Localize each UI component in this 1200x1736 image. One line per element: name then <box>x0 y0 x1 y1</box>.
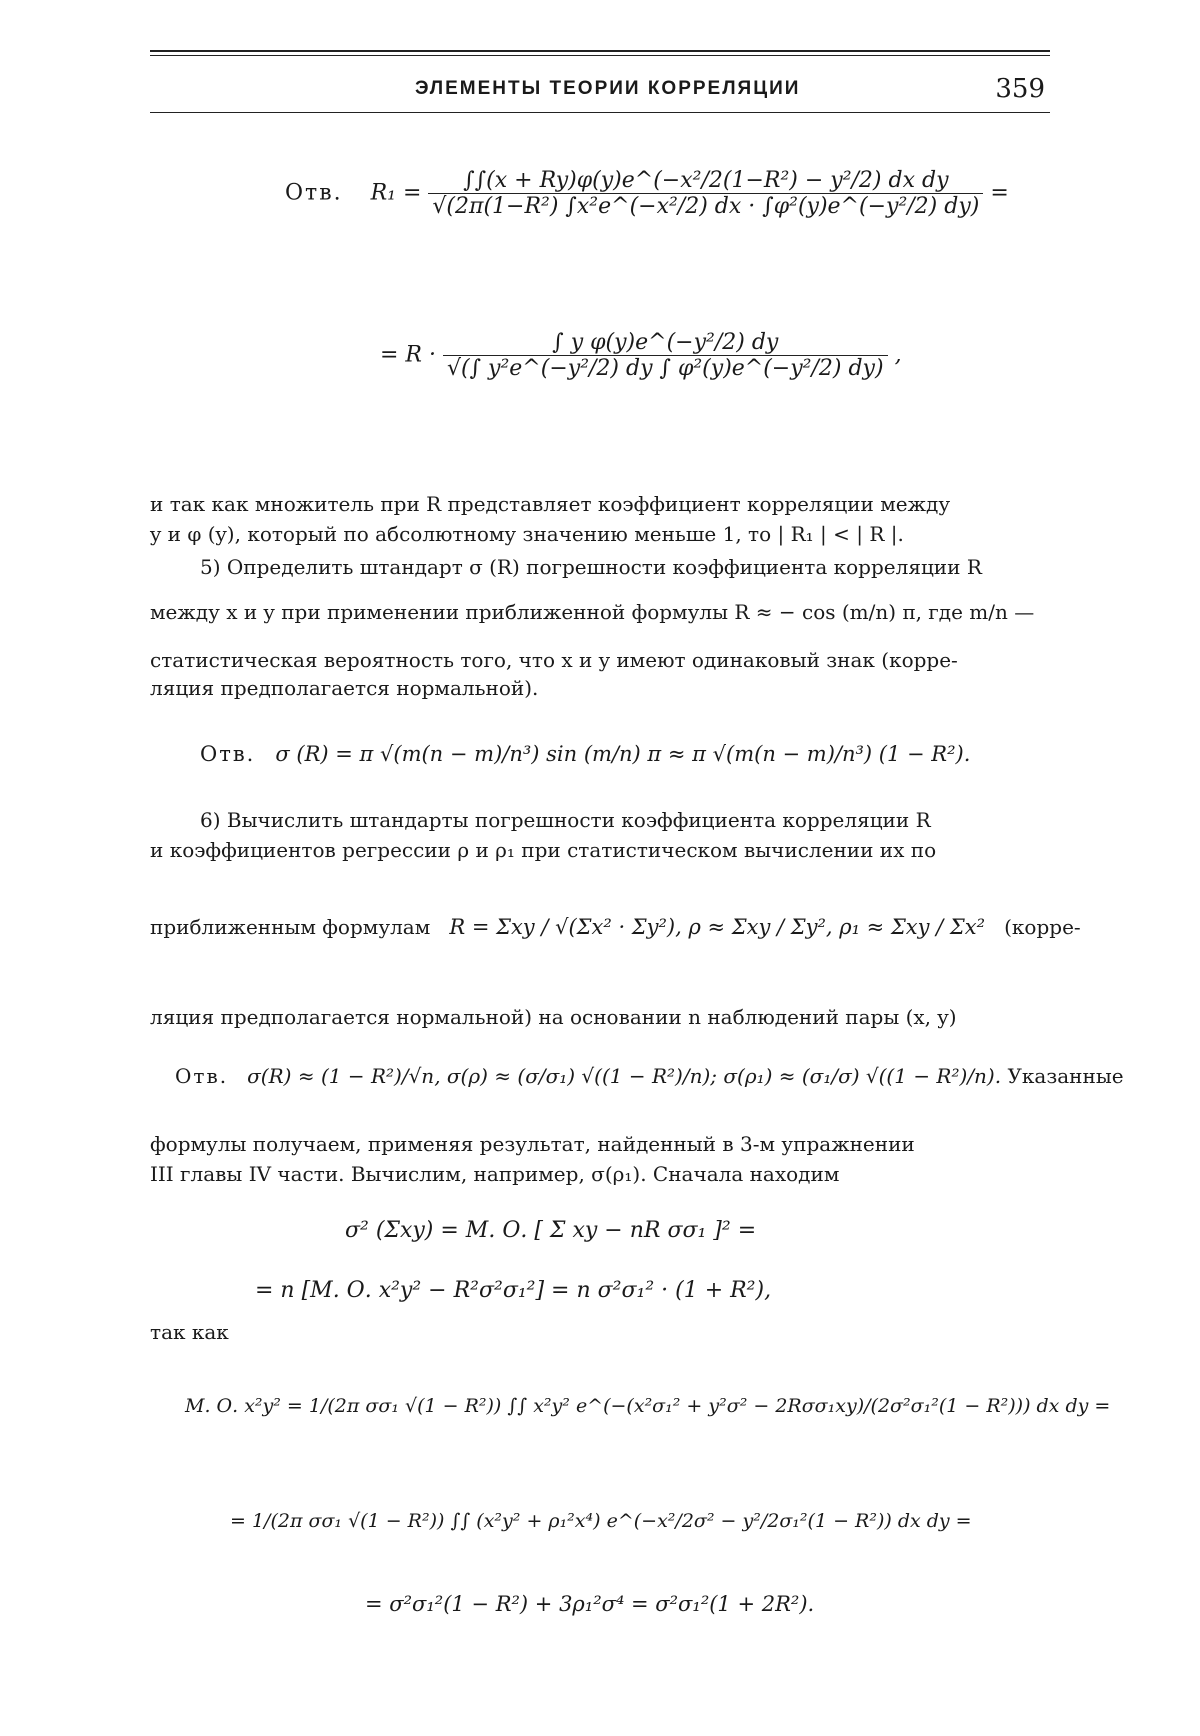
header-rule-bottom <box>150 112 1050 113</box>
formula-4-tail: Указанные <box>1007 1064 1124 1088</box>
formula-2-fraction <box>443 330 888 381</box>
formula-6-line-3: = σ²σ₁²(1 − R²) + 3ρ₁²σ⁴ = σ²σ₁²(1 + 2R²). <box>365 1592 815 1616</box>
answer-label: Отв. <box>200 742 256 766</box>
formula-2 <box>380 330 902 381</box>
formula-3-body: σ (R) = π √(m(n − m)/n³) sin (m/n) π ≈ π √(m(n − m)/n³) (1 − R²). <box>275 742 971 766</box>
item-6-approx-formulas: R = Σxy / √(Σx² · Σy²), ρ ≈ Σxy / Σy², ρ₁ ≈ Σxy / Σx² <box>449 915 986 939</box>
formula-2-prefix: = R · <box>380 342 436 368</box>
formula-1-fraction <box>428 168 983 219</box>
running-header-title: ЭЛЕМЕНТЫ ТЕОРИИ КОРРЕЛЯЦИИ <box>415 78 801 99</box>
para-2-line-2: III главы IV части. Вычислим, например, σ(ρ₁). Сначала находим <box>150 1162 840 1186</box>
formula-6-line-1: М. О. x²y² = 1/(2π σσ₁ √(1 − R²)) ∫∫ x²y² e^(−(x²σ₁² + y²σ² − 2Rσσ₁xy)/(2σ²σ₁²(1 − R²))) dx dy = <box>185 1395 1111 1417</box>
formula-4-body: σ(R) ≈ (1 − R²)/√n, σ(ρ) ≈ (σ/σ₁) √((1 − R²)/n); σ(ρ₁) ≈ (σ₁/σ) √((1 − R²)/n). <box>247 1064 1002 1088</box>
formula-2-suffix: , <box>894 342 902 368</box>
item-5-line-4: ляция предполагается нормальной). <box>150 676 539 700</box>
formula-1 <box>285 168 1009 219</box>
formula-1-denominator: √(2π(1−R²) ∫x²e^(−x²/2) dx · ∫φ²(y)e^(−y²/2) dy) <box>432 194 980 219</box>
para-1-line-1: и так как множитель при R представляет коэффициент корреляции между <box>150 492 951 516</box>
header-rule-top <box>150 50 1050 52</box>
formula-1-lhs: R₁ = <box>370 180 422 206</box>
formula-1-equals: = <box>990 180 1009 206</box>
answer-label: Отв. <box>175 1064 229 1088</box>
formula-1-numerator: ∫∫(x + Ry)φ(y)e^(−x²/2(1−R²) − y²/2) dx dy <box>428 168 983 194</box>
answer-label: Отв. <box>285 180 343 206</box>
item-6-line-3 <box>150 915 1081 939</box>
formula-6-line-2: = 1/(2π σσ₁ √(1 − R²)) ∫∫ (x²y² + ρ₁²x⁴) e^(−x²/2σ² − y²/2σ₁²(1 − R²)) dx dy = <box>230 1510 972 1532</box>
formula-2-numerator: ∫ y φ(y)e^(−y²/2) dy <box>443 330 888 356</box>
item-6-line-4: ляция предполагается нормальной) на основании n наблюдений пары (x, y) <box>150 1005 957 1029</box>
formula-5-line-1: σ² (Σxy) = М. О. [ Σ xy − nR σσ₁ ]² = <box>345 1218 757 1243</box>
header-rule-top-thin <box>150 55 1050 56</box>
formula-4 <box>175 1064 1124 1088</box>
para-1-line-2: y и φ (y), который по абсолютному значению меньше 1, то | R₁ | < | R |. <box>150 522 904 546</box>
item-6-line-2: и коэффициентов регрессии ρ и ρ₁ при статистическом вычислении их по <box>150 838 937 862</box>
item-5-line-2: между x и y при применении приближенной формулы R ≈ − cos (m/n) π, где m/n — <box>150 600 1035 624</box>
formula-5-line-2: = n [М. О. x²y² − R²σ²σ₁²] = n σ²σ₁² · (1 + R²), <box>255 1278 772 1303</box>
para-2-line-1: формулы получаем, применяя результат, найденный в 3-м упражнении <box>150 1132 915 1156</box>
formula-3 <box>200 742 970 766</box>
item-5-line-1: 5) Определить штандарт σ (R) погрешности коэффициента корреляции R <box>200 555 982 579</box>
para-3-text: так как <box>150 1320 229 1344</box>
item-6-line-3-prefix: приближенным формулам <box>150 915 431 939</box>
formula-2-denominator: √(∫ y²e^(−y²/2) dy ∫ φ²(y)e^(−y²/2) dy) <box>446 356 884 381</box>
item-6-line-1: 6) Вычислить штандарты погрешности коэффициента корреляции R <box>200 808 931 832</box>
page-number: 359 <box>995 74 1045 104</box>
item-5-line-3: статистическая вероятность того, что x и y имеют одинаковый знак (корре- <box>150 648 958 672</box>
item-6-line-3-suffix: (корре- <box>1004 915 1081 939</box>
